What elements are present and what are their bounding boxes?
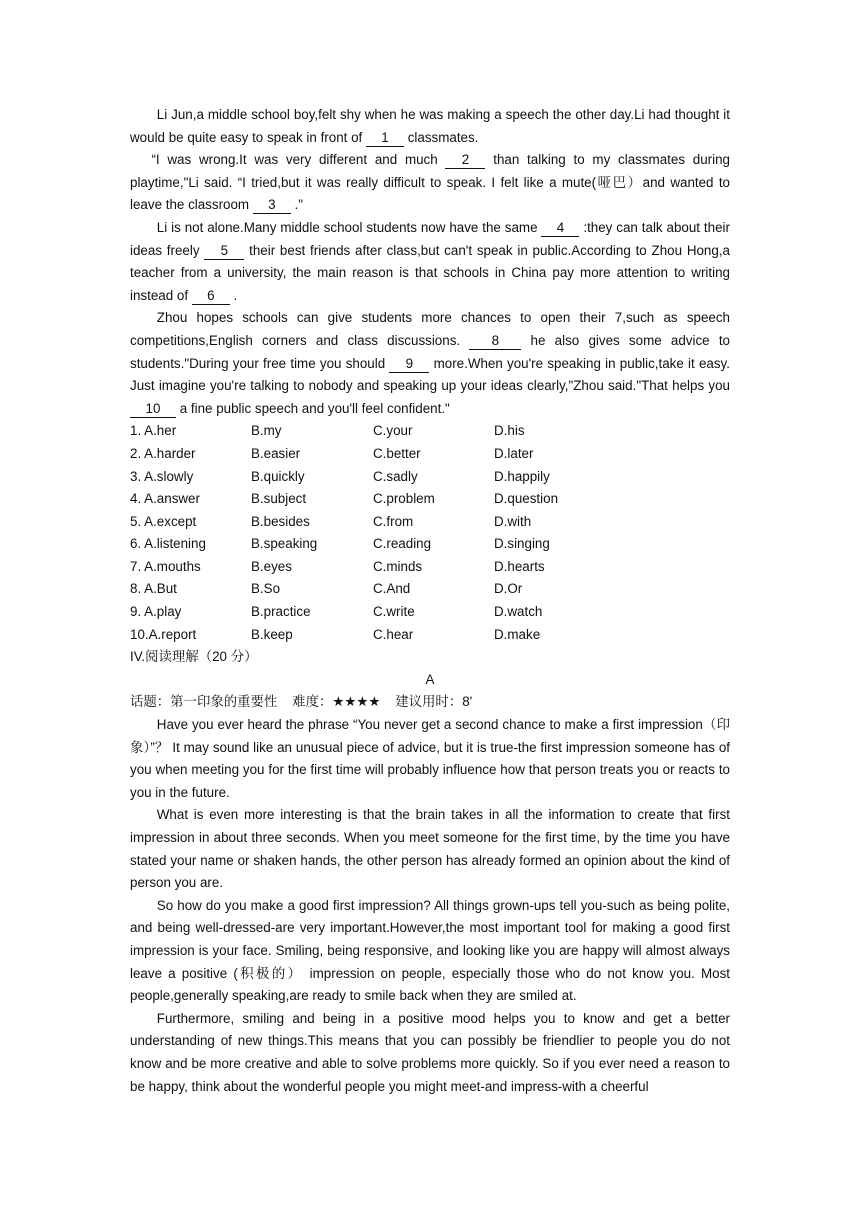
option-b: B.easier <box>251 445 301 461</box>
blank-5: 5 <box>204 242 244 260</box>
passage-label: A <box>425 671 435 687</box>
cloze-paragraph-4 <box>130 307 730 420</box>
blank-10: 10 <box>130 400 176 418</box>
option-row-2 <box>130 443 730 466</box>
text-run: “I was wrong.It was very different and much <box>151 152 446 168</box>
option-a: 3. A.slowly <box>130 468 194 484</box>
option-row-7 <box>130 556 730 579</box>
passage-meta: 话题：第一印象的重要性 难度：★★★★ 建议用时：8' <box>130 694 473 710</box>
option-d: D.later <box>494 445 534 461</box>
reading-paragraph-4: Furthermore, smiling and being in a positive mood helps you to know and get a better understanding of new things.This means that you can possibly be friendlier to people you do not know and be more creative and able to solve problems more quickly. So if you ever need a reason to be happy, think about the wonderful people you might meet-and impress-with a cheerful <box>130 1010 730 1094</box>
option-row-9 <box>130 601 730 624</box>
option-a: 1. A.her <box>130 423 177 439</box>
option-b: B.eyes <box>251 558 292 574</box>
option-d: D.Or <box>494 581 523 597</box>
option-a: 6. A.listening <box>130 536 206 552</box>
option-a: 10.A.report <box>130 626 197 642</box>
option-row-10 <box>130 624 730 647</box>
blank-3: 3 <box>253 196 291 214</box>
option-b: B.quickly <box>251 468 305 484</box>
option-c: C.your <box>373 423 413 439</box>
cloze-paragraph-3 <box>130 217 730 307</box>
option-b: B.practice <box>251 604 311 620</box>
option-d: D.make <box>494 626 541 642</box>
text-run: he also gives some advice to students."During your free time you should <box>130 332 730 371</box>
text-run: their best friends after class,but can't speak in public.According to Zhou Hong,a teacher from a university, the main reason is that schools in China pay more attention to writing instead of <box>130 242 730 303</box>
option-b: B.besides <box>251 513 310 529</box>
option-row-5 <box>130 511 730 534</box>
option-c: C.problem <box>373 491 435 507</box>
text-run: a fine public speech and you'll feel confident." <box>176 400 450 416</box>
cloze-paragraph-2 <box>130 149 730 217</box>
text-run: . <box>229 287 238 303</box>
option-c: C.sadly <box>373 468 418 484</box>
option-d: D.his <box>494 423 525 439</box>
option-a: 4. A.answer <box>130 491 200 507</box>
option-c: C.write <box>373 604 415 620</box>
option-row-4 <box>130 488 730 511</box>
option-c: C.minds <box>373 558 423 574</box>
option-b: B.my <box>251 423 282 439</box>
option-b: B.So <box>251 581 281 597</box>
option-d: D.with <box>494 513 532 529</box>
option-a: 8. A.But <box>130 581 177 597</box>
option-d: D.singing <box>494 536 550 552</box>
option-c: C.better <box>373 445 421 461</box>
option-row-1 <box>130 420 730 443</box>
blank-6: 6 <box>192 287 230 305</box>
option-d: D.watch <box>494 604 543 620</box>
option-row-3 <box>130 466 730 489</box>
section-heading: IV.阅读理解（20 分） <box>130 649 258 665</box>
reading-paragraph-1: Have you ever heard the phrase “You never get a second chance to make a first impression（印象）”？ It may sound like an unusual piece of advice, but it is true-the first impression someone has of you when meeting you for the first time will probably influence how that person treats you or reacts to you in the future. <box>130 717 730 800</box>
option-d: D.hearts <box>494 558 545 574</box>
text-run: than talking to my classmates during playtime,"Li said. “I tried,but it was really difficult to speak. I felt like a mute(哑巴）and wanted to leave the classroom <box>130 152 730 213</box>
text-run: :they can talk about their ideas freely <box>130 219 730 258</box>
option-c: C.hear <box>373 626 414 642</box>
text-run: Li Jun,a middle school boy,felt shy when he was making a speech the other day.Li had thought it would be quite easy to speak in front of <box>130 107 730 145</box>
option-row-8 <box>130 578 730 601</box>
option-c: C.from <box>373 513 414 529</box>
text-run: more.When you're speaking in public,take it easy. Just imagine you're talking to nobody and speaking up your ideas clearly,"Zhou said."That helps you <box>130 355 730 394</box>
option-b: B.speaking <box>251 536 318 552</box>
option-row-6 <box>130 533 730 556</box>
blank-4: 4 <box>541 219 579 237</box>
option-d: D.question <box>494 491 559 507</box>
blank-1: 1 <box>366 129 404 147</box>
text-run: Zhou hopes schools can give students more chances to open their 7,such as speech competitions,English corners and class discussions. <box>130 310 730 348</box>
blank-2: 2 <box>445 151 485 169</box>
blank-9: 9 <box>389 355 429 373</box>
cloze-paragraph-1 <box>130 104 730 149</box>
text-run: classmates. <box>403 129 479 145</box>
answer-options <box>130 420 730 646</box>
option-c: C.reading <box>373 536 432 552</box>
reading-paragraph-2: What is even more interesting is that the brain takes in all the information to create that first impression in about three seconds. When you meet someone for the first time, by the time you have stated your name or shaken hands, the other person has already formed an opinion about the kind of person you are. <box>130 807 730 891</box>
option-b: B.subject <box>251 491 307 507</box>
reading-paragraph-3: So how do you make a good first impression? All things grown-ups tell you-such as being polite, and being well-dressed-are very important.However,the most important tool for making a good first impression is your face. Smiling, being responsive, and looking like you are happy will almost always leave a positive (积极的） impression on people, especially those who do not know you. Most people,generally speaking,are ready to smile back when they are smiled at. <box>130 897 730 1004</box>
blank-8: 8 <box>469 332 521 350</box>
option-a: 5. A.except <box>130 513 197 529</box>
option-b: B.keep <box>251 626 293 642</box>
option-a: 7. A.mouths <box>130 558 201 574</box>
option-a: 9. A.play <box>130 604 182 620</box>
option-d: D.happily <box>494 468 550 484</box>
text-run: ." <box>290 197 304 213</box>
document-body <box>130 104 730 1098</box>
option-a: 2. A.harder <box>130 445 196 461</box>
text-run: Li is not alone.Many middle school students now have the same <box>156 219 542 235</box>
option-c: C.And <box>373 581 411 597</box>
